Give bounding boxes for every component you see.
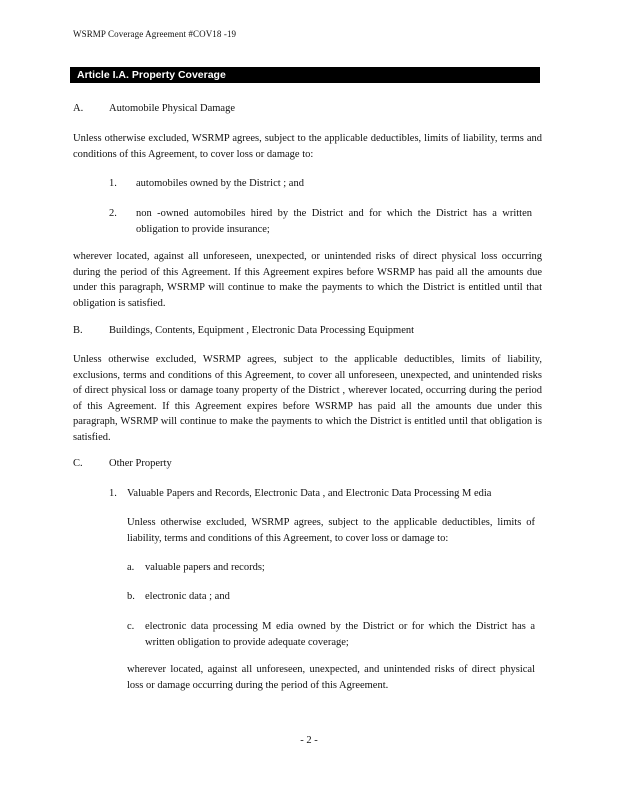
page-number: - 2 - <box>300 735 318 746</box>
section-c-item-b-num: b. <box>127 591 135 602</box>
section-c-sub1-intro: Unless otherwise excluded, WSRMP agrees, subject to the applicable deductibles, limits of liability, terms and conditions of this Agreement, to cover loss or damage to: <box>127 517 535 544</box>
section-b-title: Buildings, Contents, Equipment , Electronic Data Processing Equipment <box>109 325 415 336</box>
section-a-item-2-num: 2. <box>109 208 117 219</box>
section-c-title: Other Property <box>109 458 172 469</box>
section-a-item-1-num: 1. <box>109 178 117 189</box>
section-b-body: Unless otherwise excluded, WSRMP agrees, subject to the applicable deductibles, limits of liability, exclusions, terms and conditions of this Agreement, to cover all unforeseen, unexpected, and unintended risks of direct physical loss or damage toany property of the District , wherever located, occurring during the period of this Agreement. If this Agreement expires before WSRMP has paid all the amounts due under this paragraph, WSRMP will continue to make the payments to which the District is entitled until that obligation is satisfied. <box>73 354 542 443</box>
section-c-sub1-num: 1. <box>109 488 117 499</box>
section-b-letter: B. <box>73 325 83 336</box>
section-a-title: Automobile Physical Damage <box>109 103 235 114</box>
section-c-item-a-text: valuable papers and records; <box>145 562 265 573</box>
section-a-closing: wherever located, against all unforeseen, unexpected, or unintended risks of direct physical loss occurring during the period of this Agreement. If this Agreement expires before WSRMP has paid all the amounts due under this paragraph, WSRMP will continue to make the payments to which the District is entitled until that obligation is satisfied. <box>73 251 542 309</box>
section-a-letter: A. <box>73 103 84 114</box>
section-c-item-c-num: c. <box>127 621 135 632</box>
section-c-sub1-title: Valuable Papers and Records, Electronic Data , and Electronic Data Processing M edia <box>127 488 492 499</box>
article-title-bar: Article I.A. Property Coverage <box>70 67 540 83</box>
document-header: WSRMP Coverage Agreement #COV18 -19 <box>73 29 237 39</box>
section-c-item-c-text: electronic data processing M edia owned by the District or for which the District has a written obligation to provide adequate coverage; <box>145 621 535 648</box>
section-c-item-a-num: a. <box>127 562 135 573</box>
section-a-intro: Unless otherwise excluded, WSRMP agrees, subject to the applicable deductibles, limits of liability, terms and conditions of this Agreement, to cover loss or damage to: <box>73 133 542 160</box>
section-c-letter: C. <box>73 458 83 469</box>
section-c-item-b-text: electronic data ; and <box>145 591 230 602</box>
section-a-item-1-text: automobiles owned by the District ; and <box>136 178 304 189</box>
section-c-sub1-closing: wherever located, against all unforeseen, unexpected, and unintended risks of direct physical loss or damage occurring during the period of this Agreement. <box>127 664 535 691</box>
section-a-item-2-text: non -owned automobiles hired by the District and for which the District has a written obligation to provide insurance; <box>136 208 532 235</box>
